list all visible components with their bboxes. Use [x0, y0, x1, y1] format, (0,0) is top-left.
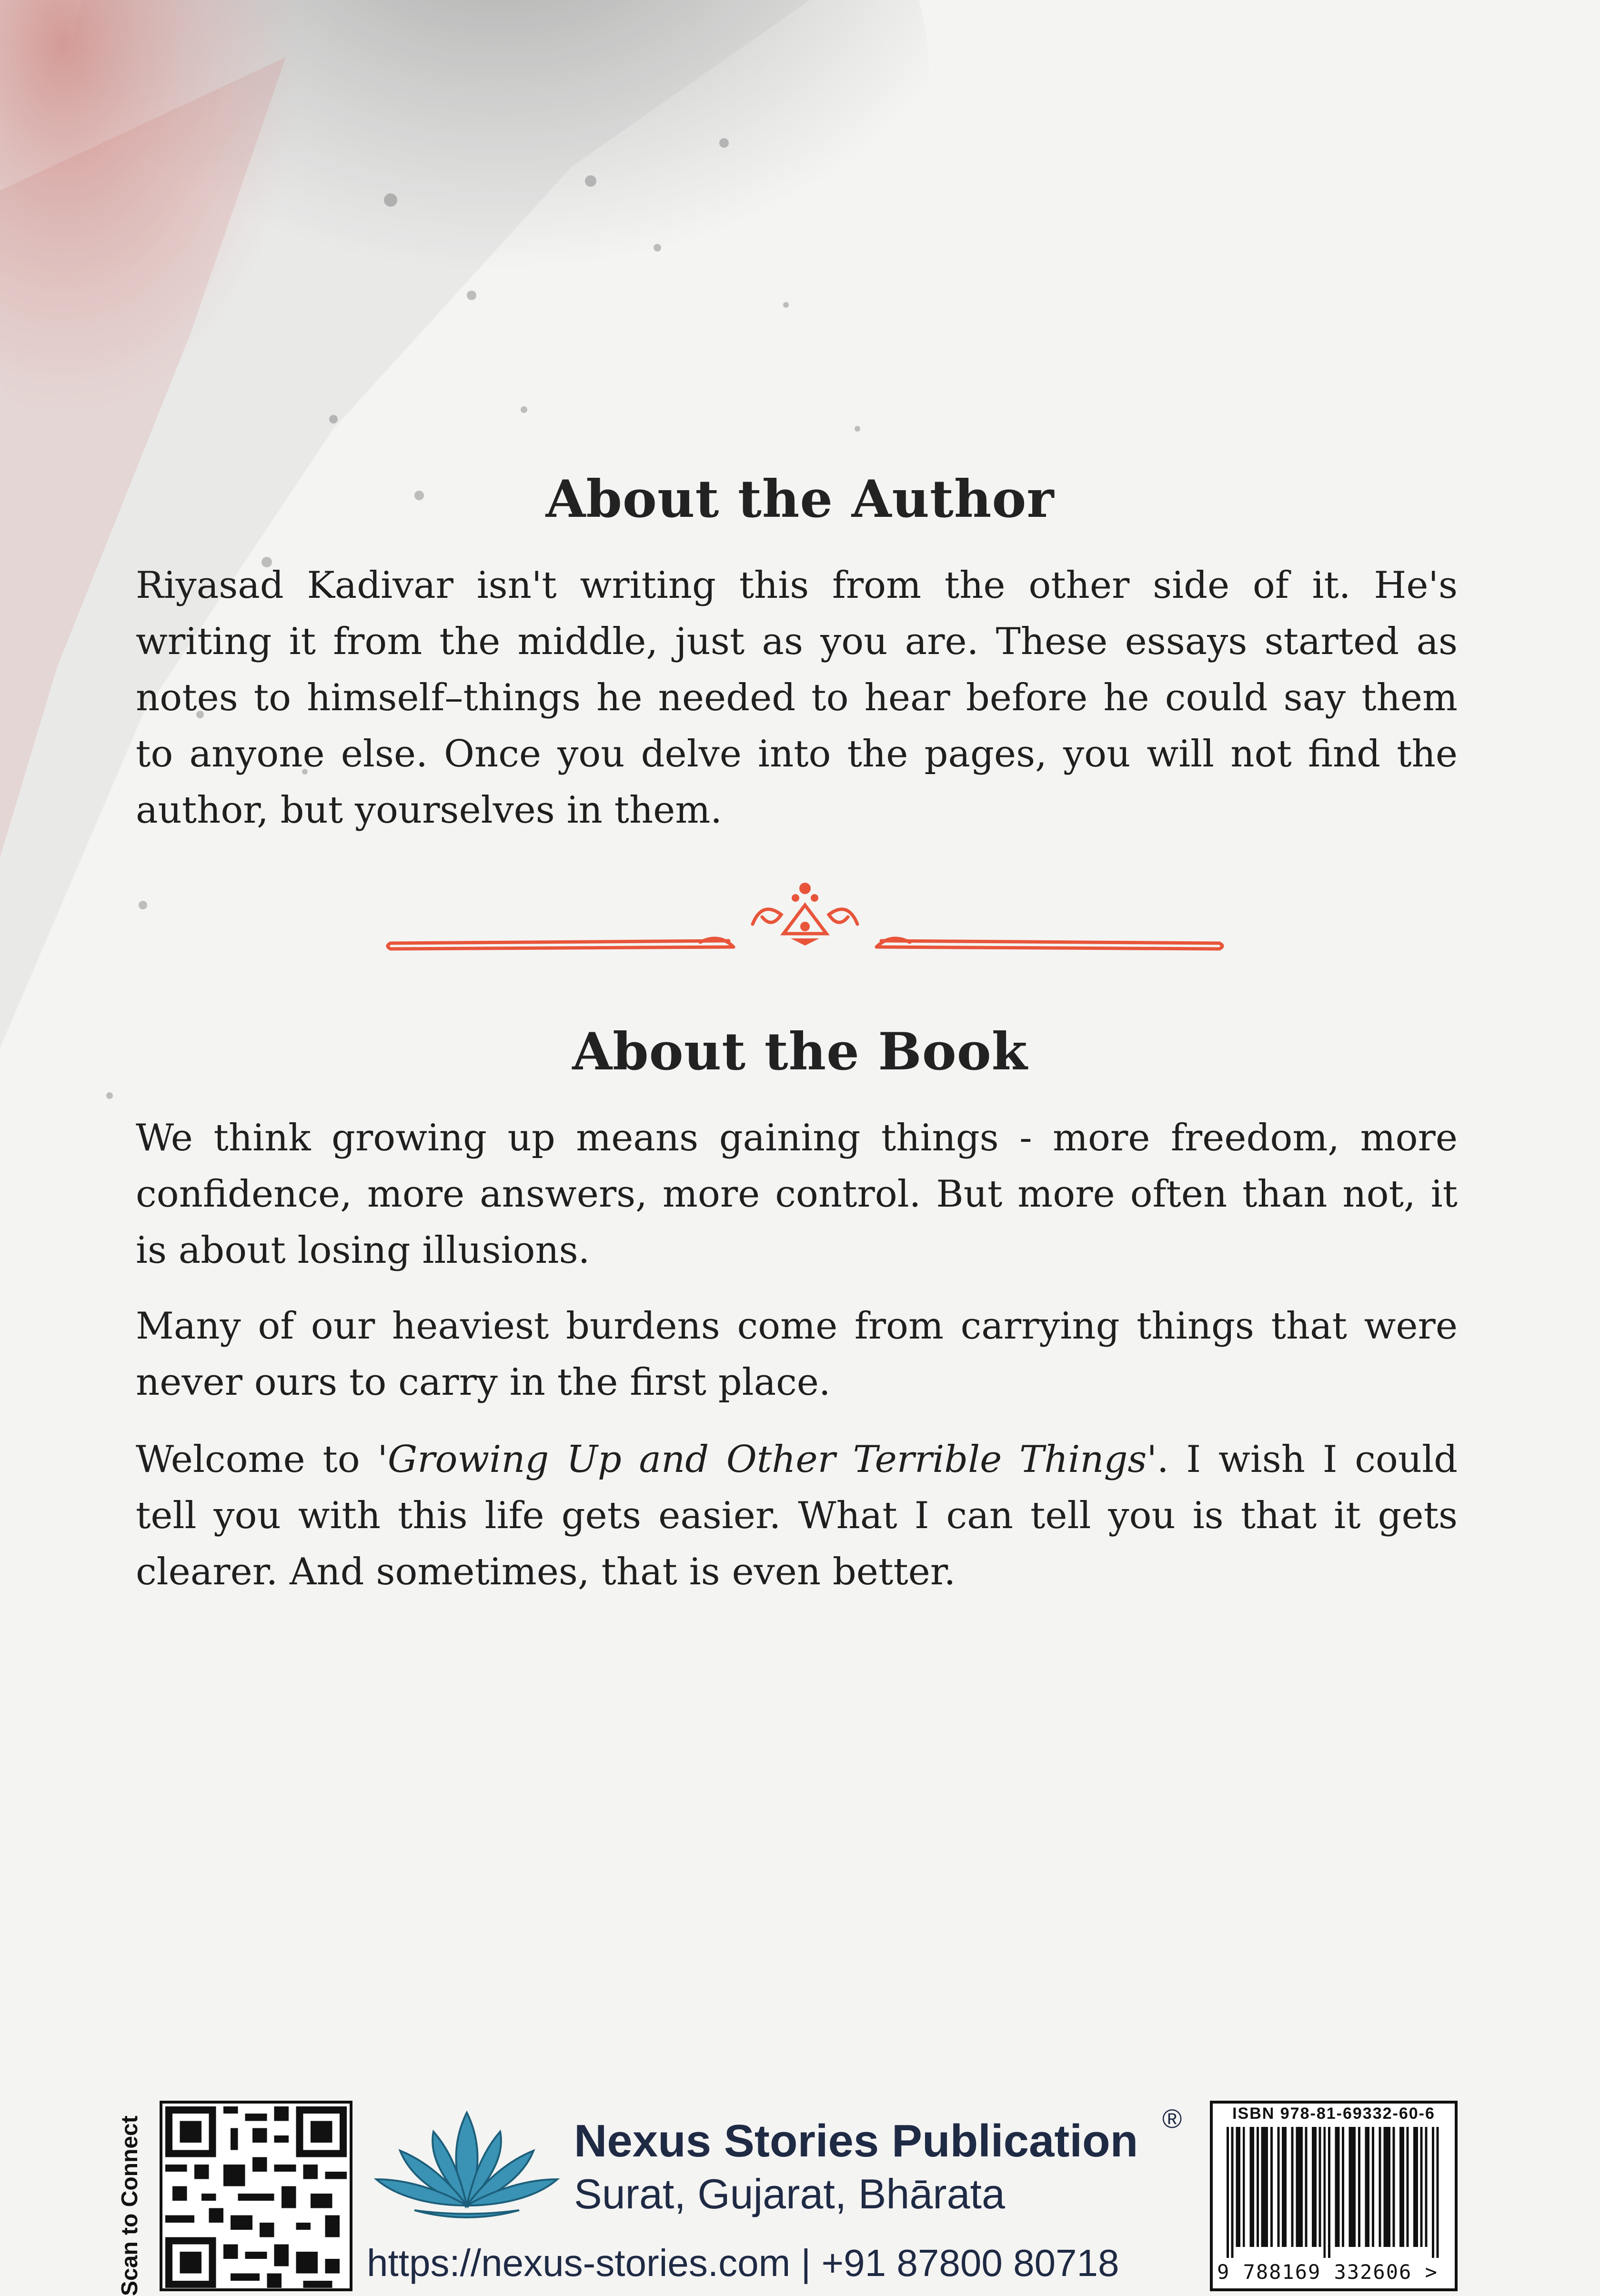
about-book-paragraph-1: We think growing up means gaining things - more freedom, more confidence, more answers, more control. But more often than not, it is about losing illusions. — [136, 1117, 1458, 1272]
paragraph-3-suffix: '. I wish I could tell you with this life gets easier. What I can tell you is that it gets clearer. And sometimes, that is even better. — [136, 1438, 1458, 1593]
publisher-location: Surat, Gujarat, Bhārata — [574, 2170, 1005, 2217]
qr-code-icon[interactable] — [165, 2106, 347, 2288]
barcode-digits: 9 788169 332606 > — [1217, 2260, 1438, 2284]
lotus-logo-icon — [372, 2103, 562, 2225]
publisher-contact-link[interactable]: https://nexus-stories.com | +91 87800 80718 — [367, 2242, 1119, 2284]
book-title-italic: Growing Up and Other Terrible Things — [387, 1438, 1147, 1481]
paragraph-3-prefix: Welcome to ' — [136, 1438, 388, 1481]
about-author-paragraph: Riyasad Kadivar isn't writing this from the other side of it. He's writing it from the middle, just as you are. These essays started as notes to himself–things he needed to hear before he could say them to anyone else. Once you delve into the pages, you will not find the author, but yourselves in them. — [136, 564, 1458, 832]
isbn-label: ISBN 978-81-69332-60-6 — [1232, 2105, 1435, 2123]
scan-to-connect-label: Scan to Connect — [117, 2115, 142, 2296]
about-author-heading: About the Author — [545, 469, 1055, 529]
ornamental-divider-icon — [381, 867, 1229, 972]
about-book-paragraph-3 — [136, 1431, 1458, 1600]
about-book-paragraph-2: Many of our heaviest burdens come from carrying things that were never ours to carry in the first place. — [136, 1305, 1458, 1404]
barcode-icon — [1227, 2127, 1446, 2258]
about-book-heading: About the Book — [572, 1022, 1028, 1082]
registered-mark: ® — [1162, 2104, 1182, 2134]
publisher-name: Nexus Stories Publication — [574, 2115, 1138, 2166]
